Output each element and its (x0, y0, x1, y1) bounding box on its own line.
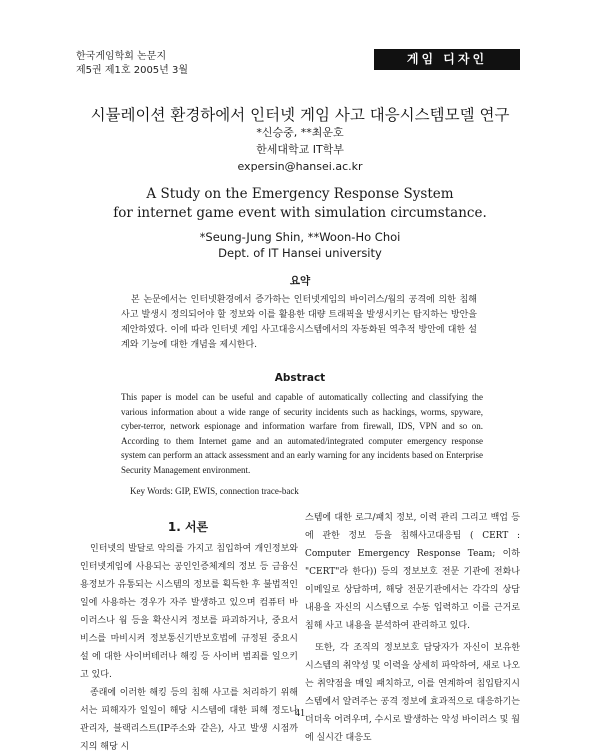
paper-title-english-line-2: for internet game event with simulation circumstance. (113, 205, 487, 221)
affiliation-english: Dept. of IT Hansei university (218, 246, 382, 260)
body-paragraph: 인터넷의 발달로 악의를 가지고 침입하여 개인정보와 인터넷게임에 사용되는 공인인증체계의 정보 등 금융신용정보가 유통되는 시스템의 정보를 획득한 후 불법적인 일에 사용하는 경우가 자주 발생하고 있으며 컴퓨터 바이러스나 웜 등을 확산시켜 정보를 파괴하거나, 중요서비스를 마비시켜 정보통신기반보호법에 규정된 중요시설 에 대한 사이버테러나 해킹 등 사이버 범죄를 일으키고 있다. (80, 544, 298, 680)
journal-header (76, 50, 188, 78)
keywords: Key Words: GIP, EWIS, connection trace-back (130, 486, 299, 496)
body-paragraph: 또한, 각 조직의 정보보호 담당자가 자신이 보유한 시스템의 취약성 및 이력을 상세히 파악하여, 새로 나오는 취약점을 매일 패치하고, 이를 연계하여 침입탐지시스템에서 알려주는 공격 정보에 효과적으로 대응하기는 더더욱 어려우며, 수시로 발생하는 악성 바이러스 및 웜에 실시간 대응도 (305, 643, 520, 743)
paper-title-korean: 시뮬레이션 환경하에서 인터넷 게임 사고 대응시스템모델 연구 (90, 106, 510, 124)
journal-name: 한국게임학회 논문지 (76, 51, 167, 62)
section-heading-introduction: 1. 서론 (167, 520, 209, 534)
body-paragraph: 스템에 대한 로그/패치 정보, 이력 관리 그리고 백업 등에 관한 정보 등을 침해사고대응팀 ( CERT : Computer Emergency Response Team; 이하 "CERT"라 한다)) 등의 정보보호 전문 기관에 전화나 이메일로 상담하며, 해당 전문기관에서는 각각의 상담 내용을 자신의 시스템으로 수동 입력하고 이를 근거로 침해 사고 내용을 분석하여 관리하고 있다. (305, 513, 520, 631)
page-number: 41 (295, 708, 305, 719)
paper-title-english-line-1: A Study on the Emergency Response System (146, 186, 454, 202)
body-paragraph: 종래에 이러한 해킹 등의 침해 사고를 처리하기 위해서는 피해자가 일일이 해당 시스템에 대한 피해 정도나 관리자, 블랙리스트(IP주소와 같은), 사고 발생 시점까지의 해당 시 (80, 688, 298, 752)
body-column-left (80, 540, 298, 756)
section-tag: 게임 디자인 (374, 49, 520, 70)
abstract-english-heading: Abstract (274, 372, 326, 384)
abstract-korean: 본 논문에서는 인터넷환경에서 증가하는 인터넷게임의 바이러스/웜의 공격에 의한 침해사고 발생시 정의되어야 할 정보와 이를 활용한 대량 트래픽을 발생시키는 탐지하는 방안을 제안하였다. 이에 따라 인터넷 게임 사고대응시스템에서의 자동화된 역추적 방안에 대한 설계와 기능에 대한 개념을 제시한다. (121, 295, 477, 350)
affiliation-korean: 한세대학교 IT학부 (256, 143, 344, 156)
abstract-english: This paper is model can be useful and capable of automatically collecting and classifying the various information about a wide range of security incidents such as hackings, worms, spyware, cyber-terror, network espionage and information warfare from firewall, IDS, VPN and so on. According to them Internet game and an automated/integrated computer emergency response system can perform an attack assessment and an early warning for any incidents based on Enterprise Security Management environment. (121, 392, 483, 475)
journal-volume-issue: 제5권 제1호 2005년 3월 (76, 65, 189, 76)
authors-korean: *신승중, **최운호 (256, 126, 344, 139)
abstract-korean-heading: 요약 (289, 275, 311, 287)
authors-english: *Seung-Jung Shin, **Woon-Ho Choi (199, 230, 401, 244)
author-email: expersin@hansei.ac.kr (237, 160, 363, 173)
paper-title-english (0, 185, 600, 223)
